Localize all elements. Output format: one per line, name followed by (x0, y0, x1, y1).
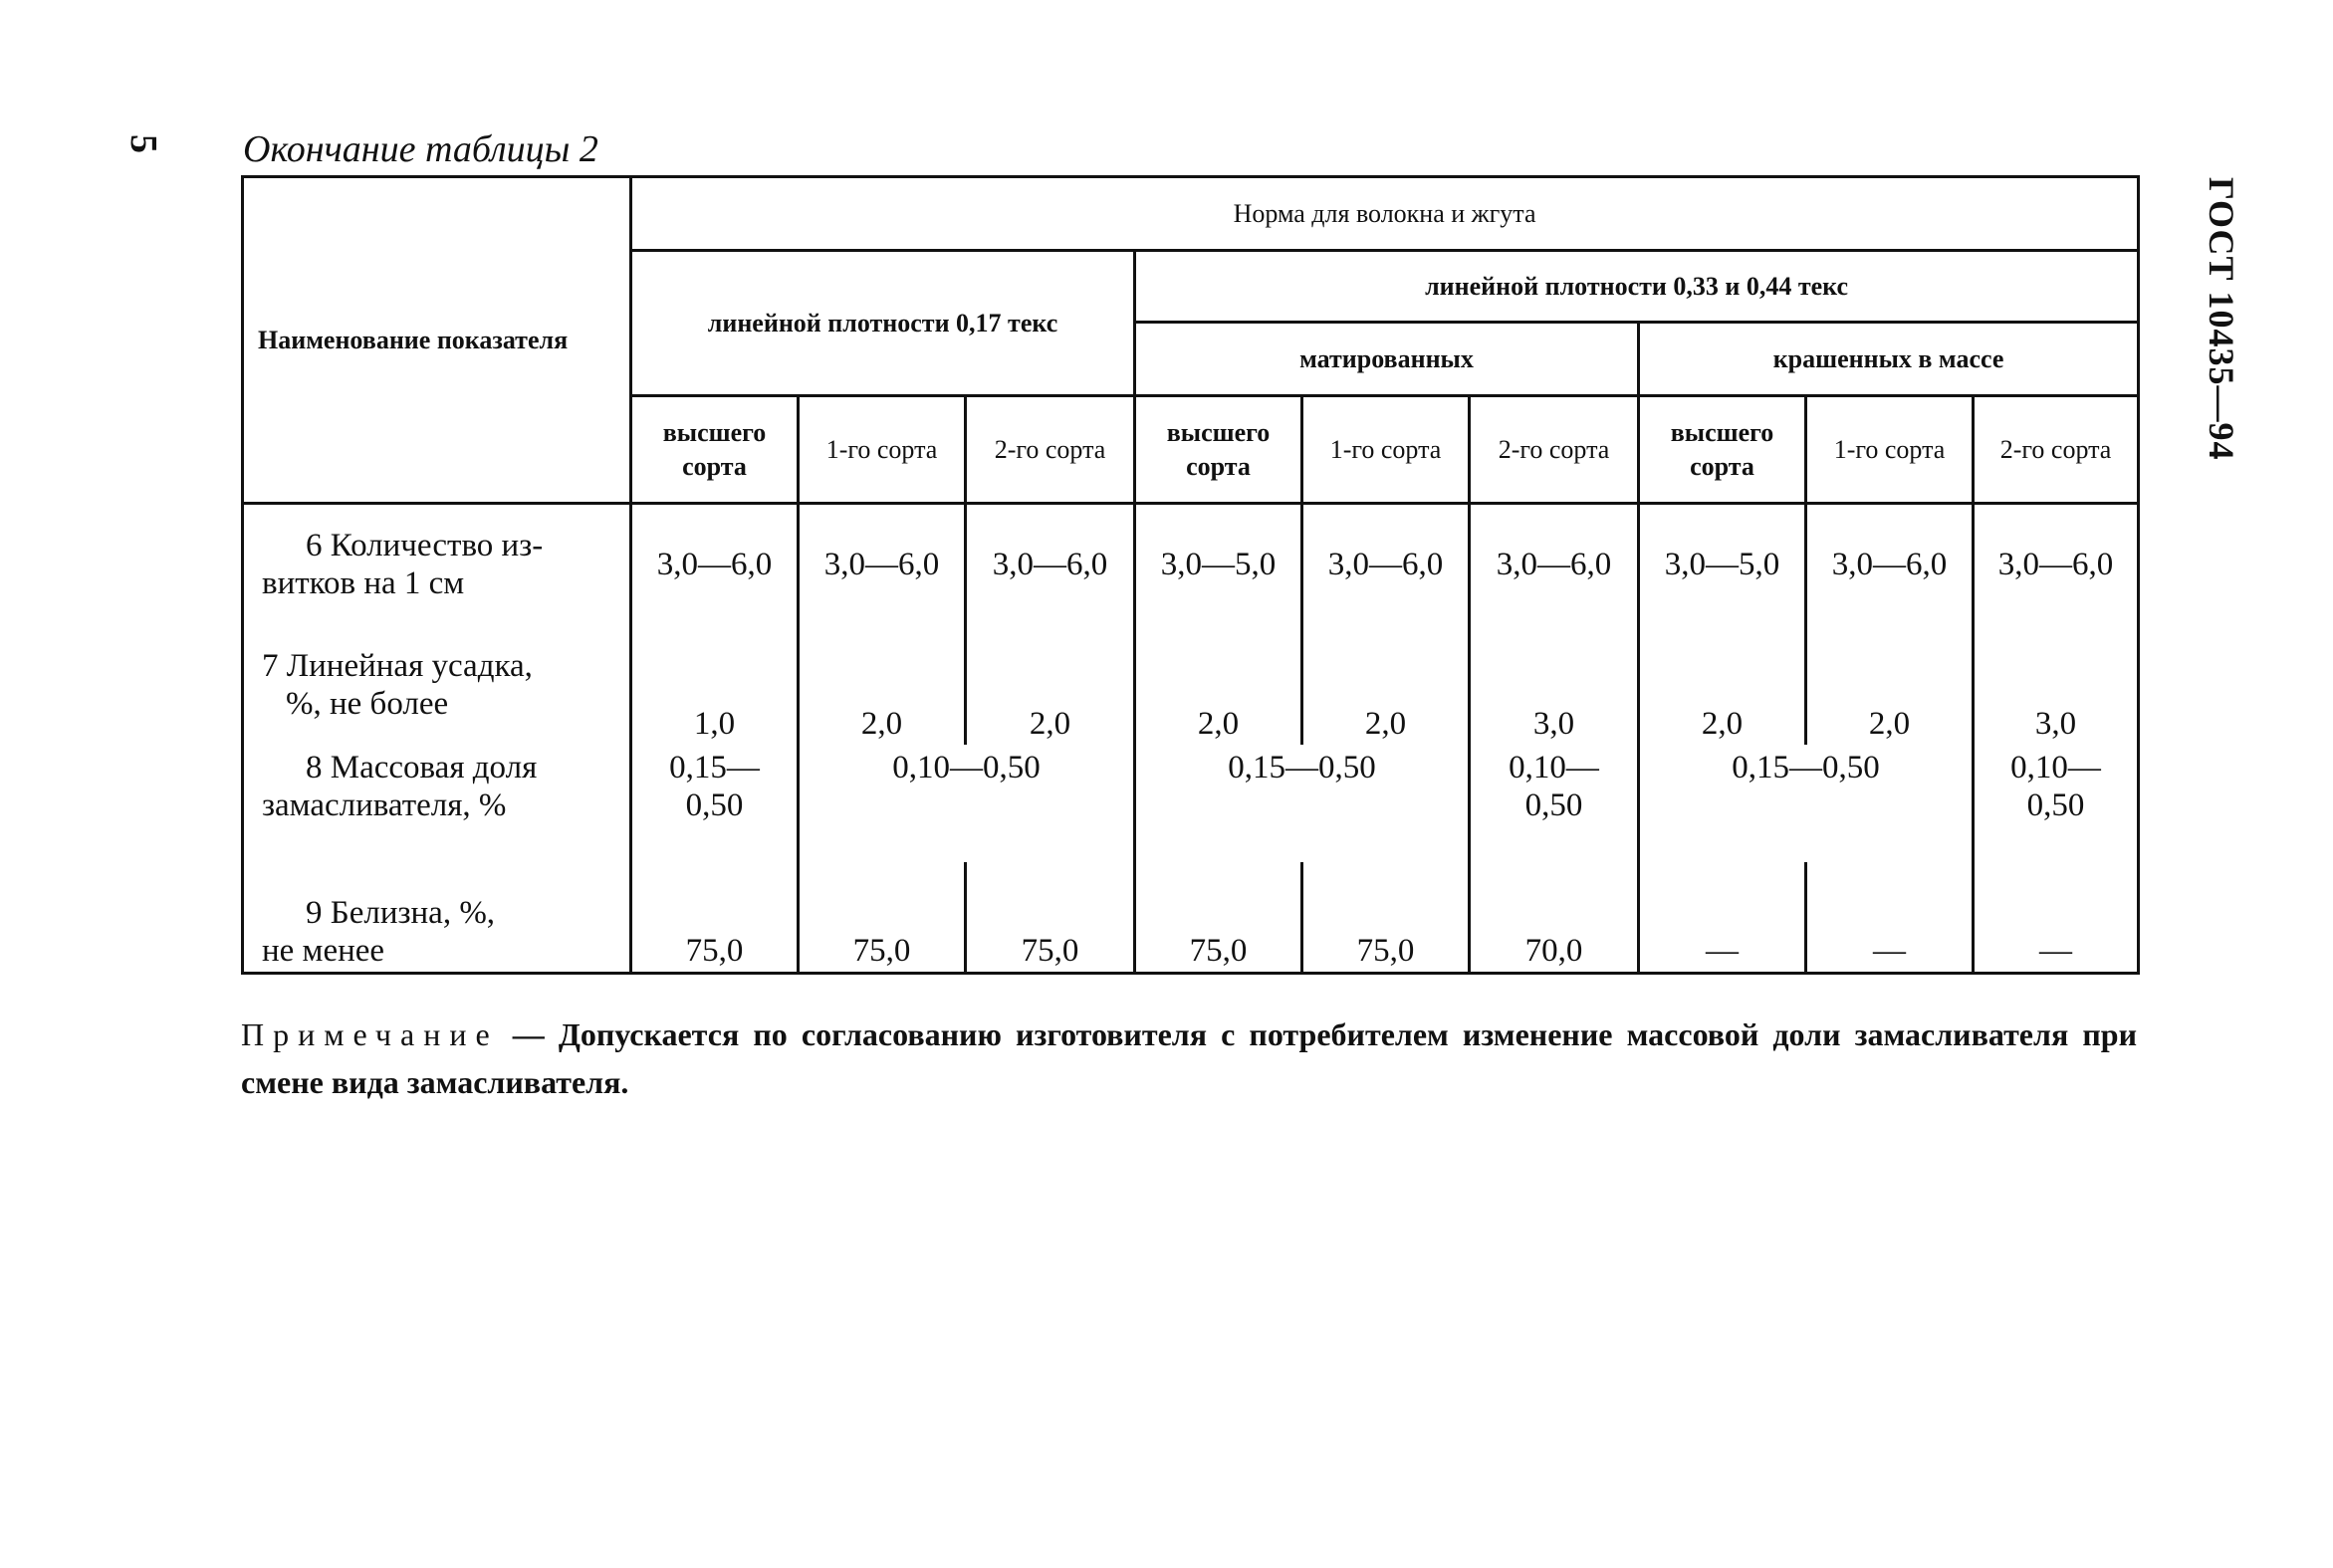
value-cell: 2,0 (1135, 625, 1302, 745)
value-cell: 0,10—0,50 (799, 745, 1135, 862)
grade-header: 1-го сорта (799, 396, 966, 504)
grade-header: 2-го сорта (1470, 396, 1639, 504)
value-cell: 75,0 (631, 862, 799, 974)
specification-table (241, 175, 2140, 975)
value-cell: 2,0 (799, 625, 966, 745)
page-number: 5 (122, 134, 164, 153)
value-cell: 3,0—6,0 (799, 504, 966, 625)
header-group-033: линейной плотности 0,33 и 0,44 текс (1135, 251, 2139, 323)
grade-header: высшего сорта (1639, 396, 1806, 504)
header-matted: матированных (1135, 323, 1639, 396)
value-cell: — (1806, 862, 1974, 974)
row-label: 8 Массовая доля замасливателя, % (243, 745, 631, 862)
value-cell: 0,15— 0,50 (631, 745, 799, 862)
standard-code: ГОСТ 10435—94 (2202, 177, 2241, 461)
table-row (243, 862, 2139, 974)
value-cell: 3,0—6,0 (1470, 504, 1639, 625)
value-cell: 3,0—6,0 (966, 504, 1135, 625)
row-label: 9 Белизна, %, не менее (243, 862, 631, 974)
value-cell: 70,0 (1470, 862, 1639, 974)
value-cell: 1,0 (631, 625, 799, 745)
grade-header: 2-го сорта (966, 396, 1135, 504)
header-dyed: крашенных в массе (1639, 323, 2139, 396)
value-cell: 0,10— 0,50 (1470, 745, 1639, 862)
value-cell: 3,0 (1974, 625, 2139, 745)
value-cell: 3,0—6,0 (1806, 504, 1974, 625)
value-cell: 75,0 (799, 862, 966, 974)
value-cell: 2,0 (1639, 625, 1806, 745)
grade-header: 1-го сорта (1806, 396, 1974, 504)
value-cell: 3,0 (1470, 625, 1639, 745)
note-text: — Допускается по согласованию изготовителя с потребителем изменение массовой доли замасливателя при смене вида замасливателя. (241, 1016, 2138, 1100)
table-note (241, 1010, 2137, 1106)
value-cell: 75,0 (966, 862, 1135, 974)
grade-header: 1-го сорта (1302, 396, 1470, 504)
value-cell: — (1974, 862, 2139, 974)
table-row (243, 625, 2139, 745)
note-label: Примечание (241, 1016, 499, 1052)
value-cell: — (1639, 862, 1806, 974)
table-row (243, 745, 2139, 862)
value-cell: 3,0—6,0 (631, 504, 799, 625)
value-cell: 2,0 (1806, 625, 1974, 745)
value-cell: 3,0—5,0 (1639, 504, 1806, 625)
table-caption: Окончание таблицы 2 (243, 128, 598, 170)
grade-header: высшего сорта (631, 396, 799, 504)
value-cell: 3,0—6,0 (1302, 504, 1470, 625)
value-cell: 0,10— 0,50 (1974, 745, 2139, 862)
table-row (243, 504, 2139, 625)
header-norm: Норма для волокна и жгута (631, 177, 2139, 251)
row-label: 6 Количество из- витков на 1 см (243, 504, 631, 625)
value-cell: 2,0 (1302, 625, 1470, 745)
header-group-017: линейной плотности 0,17 текс (631, 251, 1135, 396)
value-cell: 3,0—5,0 (1135, 504, 1302, 625)
grade-header: 2-го сорта (1974, 396, 2139, 504)
value-cell: 75,0 (1302, 862, 1470, 974)
value-cell: 3,0—6,0 (1974, 504, 2139, 625)
row-label: 7 Линейная усадка, %, не более (243, 625, 631, 745)
value-cell: 0,15—0,50 (1639, 745, 1974, 862)
value-cell: 0,15—0,50 (1135, 745, 1470, 862)
header-indicator-name: Наименование показателя (243, 177, 631, 504)
value-cell: 75,0 (1135, 862, 1302, 974)
grade-header: высшего сорта (1135, 396, 1302, 504)
value-cell: 2,0 (966, 625, 1135, 745)
